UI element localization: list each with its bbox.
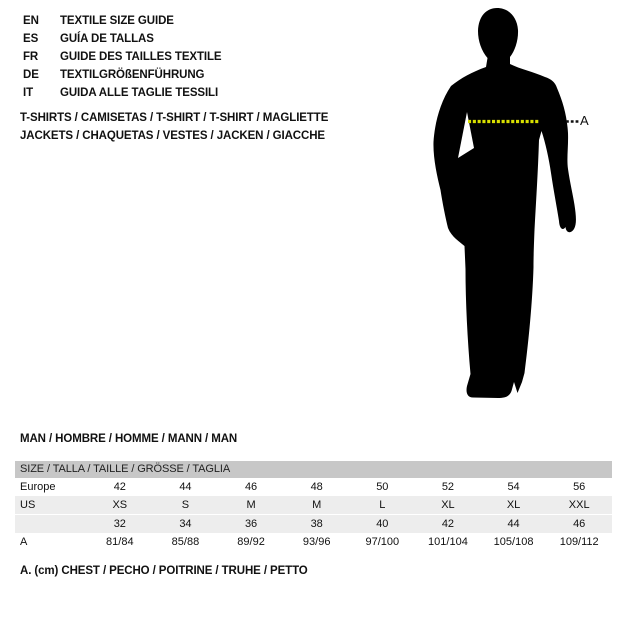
table-cell: 48: [310, 481, 323, 493]
table-cell: 56: [573, 481, 586, 493]
table-cell: 38: [310, 518, 323, 530]
table-cell: 89/92: [237, 536, 265, 548]
table-cell: 34: [179, 518, 192, 530]
table-cell: 50: [376, 481, 389, 493]
measure-a-label: A: [580, 113, 589, 128]
table-cell: 40: [376, 518, 389, 530]
table-cell: 42: [441, 518, 455, 530]
language-row-fr: [23, 48, 222, 66]
row-label: Europe: [20, 481, 56, 493]
table-cell: XL: [441, 499, 455, 511]
section-title-man: MAN / HOMBRE / HOMME / MANN / MAN: [20, 433, 238, 445]
size-table: [15, 461, 612, 551]
table-cell: 32: [113, 518, 126, 530]
language-code: DE: [23, 69, 39, 81]
language-code: ES: [23, 33, 39, 45]
footnote-chest: A. (cm) CHEST / PECHO / POITRINE / TRUHE / PETTO: [20, 565, 308, 577]
man-silhouette-svg: [420, 0, 620, 420]
table-cell: 93/96: [302, 536, 331, 548]
language-code: EN: [23, 15, 39, 27]
row-label: A: [20, 536, 28, 548]
table-cell: 97/100: [365, 536, 400, 548]
table-row-uk: [15, 515, 612, 533]
language-label: GUIDA ALLE TAGLIE TESSILI: [60, 87, 219, 99]
table-cell: M: [246, 499, 256, 511]
man-silhouette-figure: [420, 0, 620, 420]
table-cell: 46: [573, 518, 586, 530]
table-cell: 54: [507, 481, 520, 493]
language-label: TEXTILGRÖßENFÜHRUNG: [60, 69, 205, 81]
table-cell: 46: [244, 481, 258, 493]
language-label: GUIDE DES TAILLES TEXTILE: [60, 51, 222, 63]
language-list: [23, 12, 222, 102]
table-row-chest-a: [15, 533, 612, 551]
table-cell: 81/84: [106, 536, 134, 548]
man-silhouette-body: [433, 8, 575, 398]
category-jackets: JACKETS / CHAQUETAS / VESTES / JACKEN / GIACCHE: [20, 129, 325, 142]
language-row-es: [23, 30, 222, 48]
language-row-de: [23, 66, 222, 84]
table-cell: M: [312, 499, 322, 511]
row-label: US: [20, 499, 36, 511]
table-cell: 44: [179, 481, 192, 493]
table-cell: 85/88: [171, 536, 200, 548]
table-row-europe: [15, 478, 612, 496]
size-table-header: SIZE / TALLA / TAILLE / GRÖSSE / TAGLIA: [15, 461, 612, 478]
table-cell: 52: [441, 481, 455, 493]
language-code: FR: [23, 51, 39, 63]
category-tshirts: T-SHIRTS / CAMISETAS / T-SHIRT / T-SHIRT / MAGLIETTE: [20, 112, 329, 124]
category-list: [20, 110, 328, 145]
language-label: TEXTILE SIZE GUIDE: [60, 15, 174, 27]
table-cell: 36: [244, 518, 258, 530]
language-row-it: [23, 84, 222, 102]
table-cell: 109/112: [559, 536, 599, 548]
table-row-us: [15, 496, 612, 515]
table-cell: L: [379, 499, 386, 511]
table-cell: 101/104: [428, 536, 468, 548]
table-cell: S: [181, 499, 190, 511]
table-cell: XXL: [568, 499, 590, 511]
language-label: GUÍA DE TALLAS: [60, 33, 154, 45]
table-cell: 44: [507, 518, 520, 530]
table-cell: XL: [506, 499, 521, 511]
language-row-en: [23, 12, 222, 30]
language-code: IT: [23, 87, 34, 99]
table-cell: 42: [113, 481, 126, 493]
table-cell: 105/108: [493, 536, 534, 548]
table-cell: XS: [112, 499, 128, 511]
